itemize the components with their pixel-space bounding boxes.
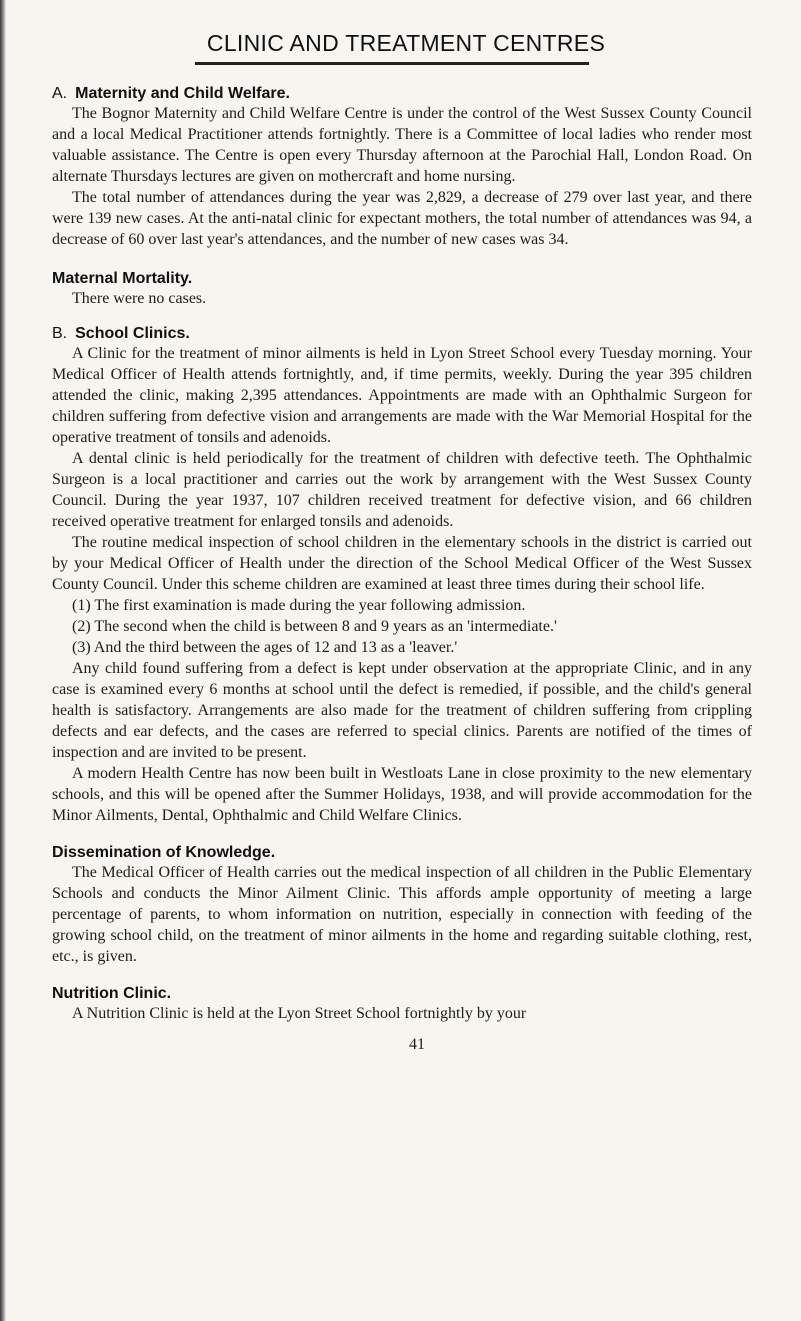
paragraph: There were no cases. (72, 290, 207, 307)
page-edge-shadow (0, 0, 6, 1321)
paragraph: A dental clinic is held periodically for the treatment of children with defective teeth. The Ophthalmic Surgeon is a local practitioner and carries out the work by arrangement with the West Sussex County Council. During the year 1937, 107 children received treatment for defective vision, and 66 children received operative treatment for enlarged tonsils and adenoids. (52, 450, 752, 530)
section-nutrition (52, 985, 752, 1024)
section-heading-maternity (52, 85, 752, 103)
document-page (52, 30, 752, 1054)
paragraph: A modern Health Centre has now been built in Westloats Lane in close proximity to the new elementary schools, and this will be opened after the Summer Holidays, 1938, and will provide accommodation for the Minor Ailments, Dental, Ophthalmic and Child Welfare Clinics. (52, 765, 752, 824)
page-title: CLINIC AND TREATMENT CENTRES (206, 30, 606, 56)
section-heading-school-clinics (52, 325, 752, 343)
section-heading-dissemination: Dissemination of Knowledge. (52, 844, 276, 861)
list-item: (2) The second when the child is between 8 and 9 years as an 'intermediate.' (72, 618, 557, 635)
section-maternal-mortality (52, 270, 752, 309)
paragraph: Any child found suffering from a defect is kept under observation at the appropriate Clinic, and in any case is examined every 6 months at school until the defect is remedied, if possible, and the child's general health is satisfactory. Arrangements are also made for the treatment of children suffering from crippling defects and ear defects, and the cases are referred to special clinics. Parents are notified of the times of inspection and are invited to be present. (52, 660, 752, 761)
title-underline (195, 62, 589, 65)
paragraph: A Clinic for the treatment of minor ailments is held in Lyon Street School every Tuesday morning. Your Medical Officer of Health attends fortnightly, and, if time permits, weekly. During the year 395 children attended the clinic, making 2,395 attendances. Appointments are made with an Ophthalmic Surgeon for children suffering from defective vision and arrangements are made with the War Memorial Hospital for the operative treatment of tonsils and adenoids. (52, 345, 752, 446)
list-item: (3) And the third between the ages of 12 and 13 as a 'leaver.' (72, 639, 458, 656)
section-heading-maternal-mortality: Maternal Mortality. (52, 270, 193, 287)
paragraph: The Bognor Maternity and Child Welfare Centre is under the control of the West Sussex County Council and a local Medical Practitioner attends fortnightly. There is a Committee of local ladies who render most valuable assistance. The Centre is open every Thursday afternoon at the Parochial Hall, London Road. On alternate Thursdays lectures are given on mothercraft and home nursing. (52, 105, 752, 185)
section-dissemination (52, 844, 752, 967)
section-prefix-a: A. (52, 85, 68, 102)
list-item: (1) The first examination is made during the year following admission. (72, 597, 526, 614)
paragraph: The total number of attendances during the year was 2,829, a decrease of 279 over last year, and there were 139 new cases. At the anti-natal clinic for expectant mothers, the total number of attendances was 94, a decrease of 60 over last year's attendances, and the number of new cases was 34. (52, 189, 752, 248)
section-title-school-clinics: School Clinics. (75, 325, 190, 342)
page-number: 41 (409, 1036, 425, 1053)
section-prefix-b: B. (52, 325, 68, 342)
paragraph: The Medical Officer of Health carries out the medical inspection of all children in the Public Elementary Schools and conducts the Minor Ailment Clinic. This affords ample opportunity of meeting a large percentage of parents, to whom information on nutrition, especially in connection with feeding of the growing school child, on the treatment of minor ailments in the home and regarding suitable clothing, rest, etc., is given. (52, 864, 752, 965)
section-maternity (52, 85, 752, 250)
paragraph: The routine medical inspection of school children in the elementary schools in the district is carried out by your Medical Officer of Health under the direction of the School Medical Officer of the West Sussex County Council. Under this scheme children are examined at least three times during their school life. (52, 534, 752, 593)
section-title-maternity: Maternity and Child Welfare. (75, 85, 290, 102)
paragraph: A Nutrition Clinic is held at the Lyon Street School fortnightly by your (72, 1005, 527, 1022)
section-school-clinics (52, 325, 752, 826)
section-heading-nutrition: Nutrition Clinic. (52, 985, 172, 1002)
